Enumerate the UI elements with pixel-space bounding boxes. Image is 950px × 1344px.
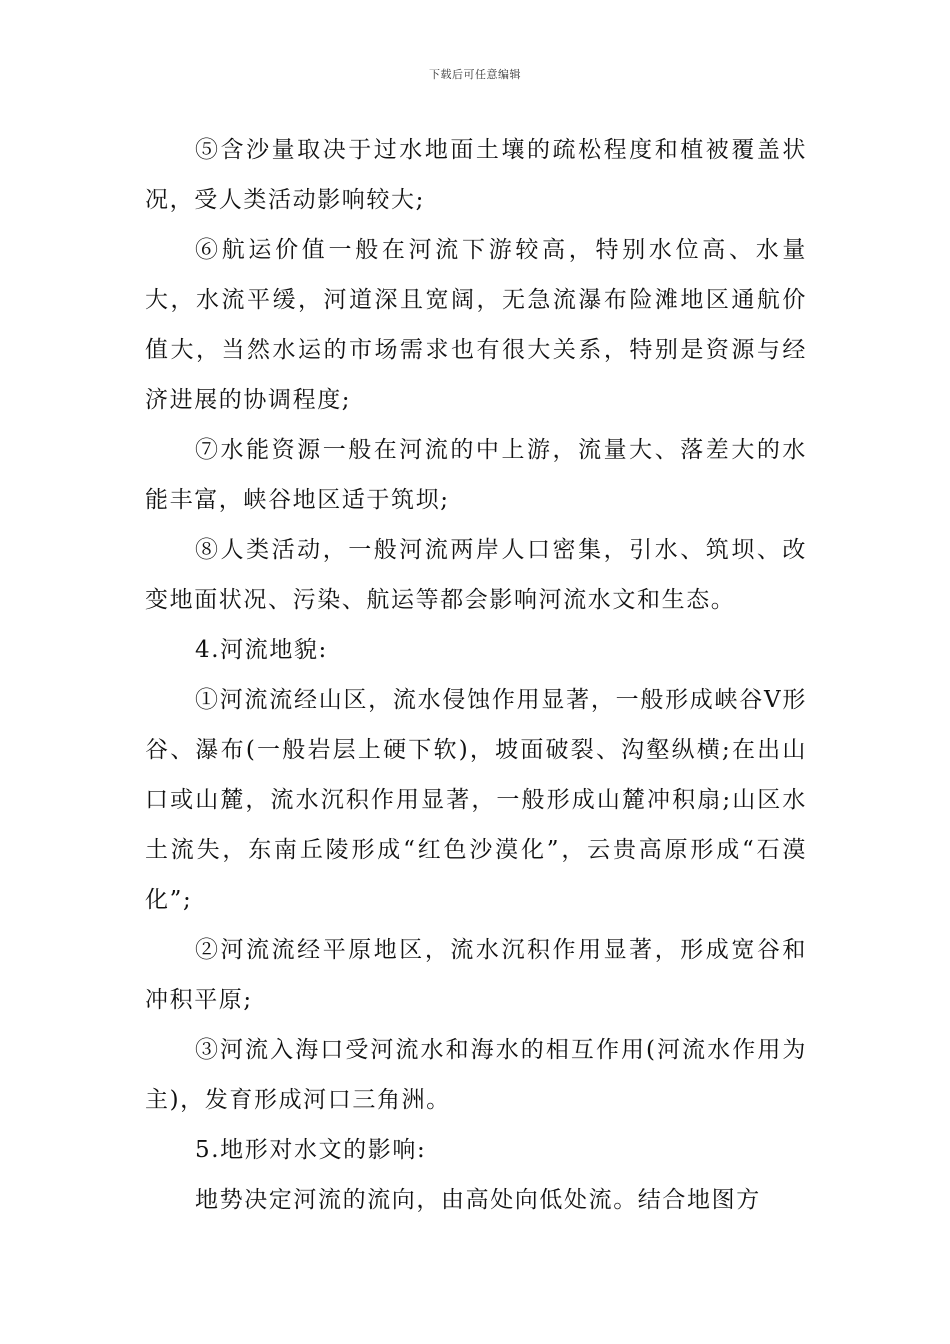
paragraph-plain-area: ②河流流经平原地区，流水沉积作用显著，形成宽谷和冲积平原; bbox=[145, 937, 807, 1013]
paragraph-estuary: ③河流入海口受河流水和海水的相互作用(河流水作用为主)，发育形成河口三角洲。 bbox=[145, 1037, 807, 1113]
header-note: 下载后可任意编辑 bbox=[429, 68, 521, 81]
paragraph-terrain-flow: 地势决定河流的流向，由高处向低处流。结合地图方 bbox=[195, 1187, 761, 1213]
paragraph-mountain-area: ①河流流经山区，流水侵蚀作用显著，一般形成峡谷V形谷、瀑布(一般岩层上硬下软)，坡面破裂、沟壑纵横;在出山口或山麓，流水沉积作用显著，一般形成山麓冲积扇;山区水土流失，东南丘陵形成“红色沙漠化”，云贵高原形成“石漠化”; bbox=[145, 687, 807, 913]
paragraph-human-activity: ⑧人类活动，一般河流两岸人口密集，引水、筑坝、改变地面状况、污染、航运等都会影响河流水文和生态。 bbox=[145, 537, 807, 613]
document-body bbox=[145, 125, 807, 1225]
paragraph-navigation: ⑥航运价值一般在河流下游较高，特别水位高、水量大，水流平缓，河道深且宽阔，无急流瀑布险滩地区通航价值大，当然水运的市场需求也有很大关系，特别是资源与经济进展的协调程度; bbox=[145, 237, 807, 413]
paragraph-sediment: ⑤含沙量取决于过水地面土壤的疏松程度和植被覆盖状况，受人类活动影响较大; bbox=[145, 137, 807, 213]
paragraph-hydropower: ⑦水能资源一般在河流的中上游，流量大、落差大的水能丰富，峡谷地区适于筑坝; bbox=[145, 437, 807, 513]
section-heading-river-landforms: 4.河流地貌: bbox=[195, 637, 328, 663]
section-heading-terrain-hydrology: 5.地形对水文的影响: bbox=[195, 1137, 427, 1163]
